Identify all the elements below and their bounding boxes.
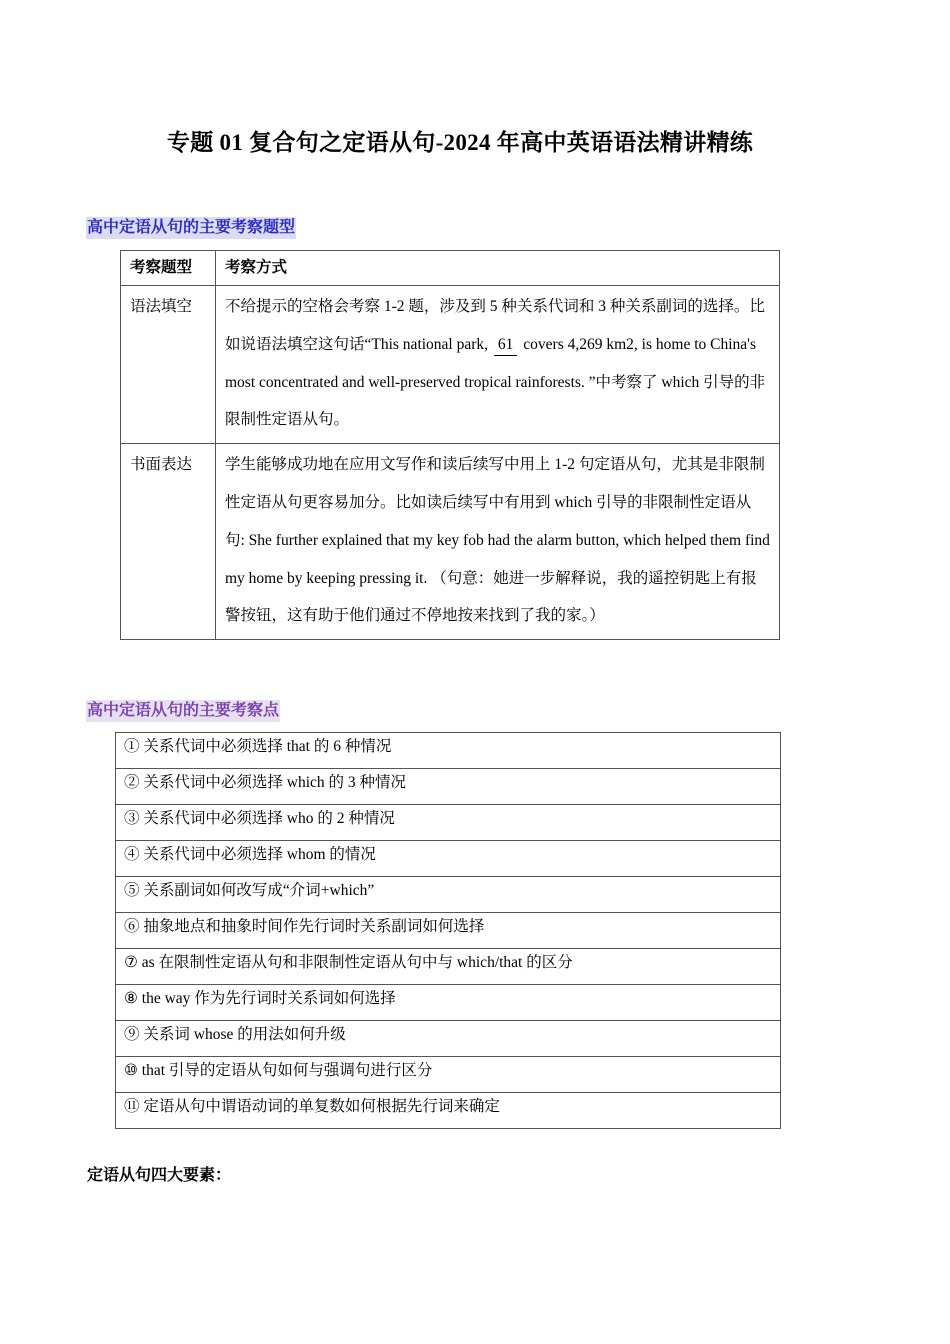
fill-in-blank: 61 — [494, 335, 518, 356]
table-row — [121, 286, 780, 444]
list-item: ④ 关系代词中必须选择 whom 的情况 — [116, 841, 781, 877]
section-heading-question-types: 高中定语从句的主要考察题型 — [86, 217, 296, 239]
list-item: ⑤ 关系副词如何改写成“介词+which” — [116, 877, 781, 913]
key-points-table — [115, 732, 781, 1129]
list-item: ⑦ as 在限制性定语从句和非限制性定语从句中与 which/that 的区分 — [116, 949, 781, 985]
table-row — [116, 1021, 781, 1057]
list-item: ⑩ that 引导的定语从句如何与强调句进行区分 — [116, 1057, 781, 1093]
description-text-after: covers 4,269 km2, is home to China's most concentrated and well-preserved tropical rainforests. ”中考察了 which 引导的非限制性定语从句。 — [225, 335, 766, 429]
table-cell-type: 语法填空 — [121, 286, 216, 444]
table-row — [116, 733, 781, 769]
table-cell-type: 书面表达 — [121, 444, 216, 640]
table-row — [116, 913, 781, 949]
list-item: ⑪ 定语从句中谓语动词的单复数如何根据先行词来确定 — [116, 1093, 781, 1129]
list-item: ⑧ the way 作为先行词时关系词如何选择 — [116, 985, 781, 1021]
table-cell-description — [216, 286, 780, 444]
list-item: ⑨ 关系词 whose 的用法如何升级 — [116, 1021, 781, 1057]
list-item: ⑥ 抽象地点和抽象时间作先行词时关系副词如何选择 — [116, 913, 781, 949]
list-item: ① 关系代词中必须选择 that 的 6 种情况 — [116, 733, 781, 769]
table-row — [116, 985, 781, 1021]
page-title: 专题 01 复合句之定语从句-2024 年高中英语语法精讲精练 — [166, 130, 754, 155]
question-types-table — [120, 250, 780, 640]
table-row — [116, 1093, 781, 1129]
table-row — [116, 877, 781, 913]
table-header-cell: 考察方式 — [216, 251, 780, 286]
table-row — [116, 1057, 781, 1093]
section-heading-key-points: 高中定语从句的主要考察点 — [86, 700, 280, 722]
table-header-row — [121, 251, 780, 286]
description-text-before: 不给提示的空格会考察 1-2 题，涉及到 5 种关系代词和 3 种关系副词的选择。比如说语法填空这句话“This national park, — [225, 298, 765, 353]
table-row — [116, 805, 781, 841]
table-cell-description: 学生能够成功地在应用文写作和读后续写中用上 1-2 句定语从句，尤其是非限制性定语从句更容易加分。比如读后续写中有用到 which 引导的非限制性定语从句: She further explained that my key fob had the alarm button, which helped them find my home by keeping pressing it. （句意：她进一步解释说，我的遥控钥匙上有报警按钮，这有助于他们通过不停地按来找到了我的家。） — [216, 444, 780, 640]
table-header-cell: 考察题型 — [121, 251, 216, 286]
table-row — [116, 949, 781, 985]
list-item: ③ 关系代词中必须选择 who 的 2 种情况 — [116, 805, 781, 841]
table-row — [121, 444, 780, 640]
section-heading-four-elements: 定语从句四大要素： — [87, 1167, 232, 1184]
list-item: ② 关系代词中必须选择 which 的 3 种情况 — [116, 769, 781, 805]
table-row — [116, 841, 781, 877]
table-row — [116, 769, 781, 805]
